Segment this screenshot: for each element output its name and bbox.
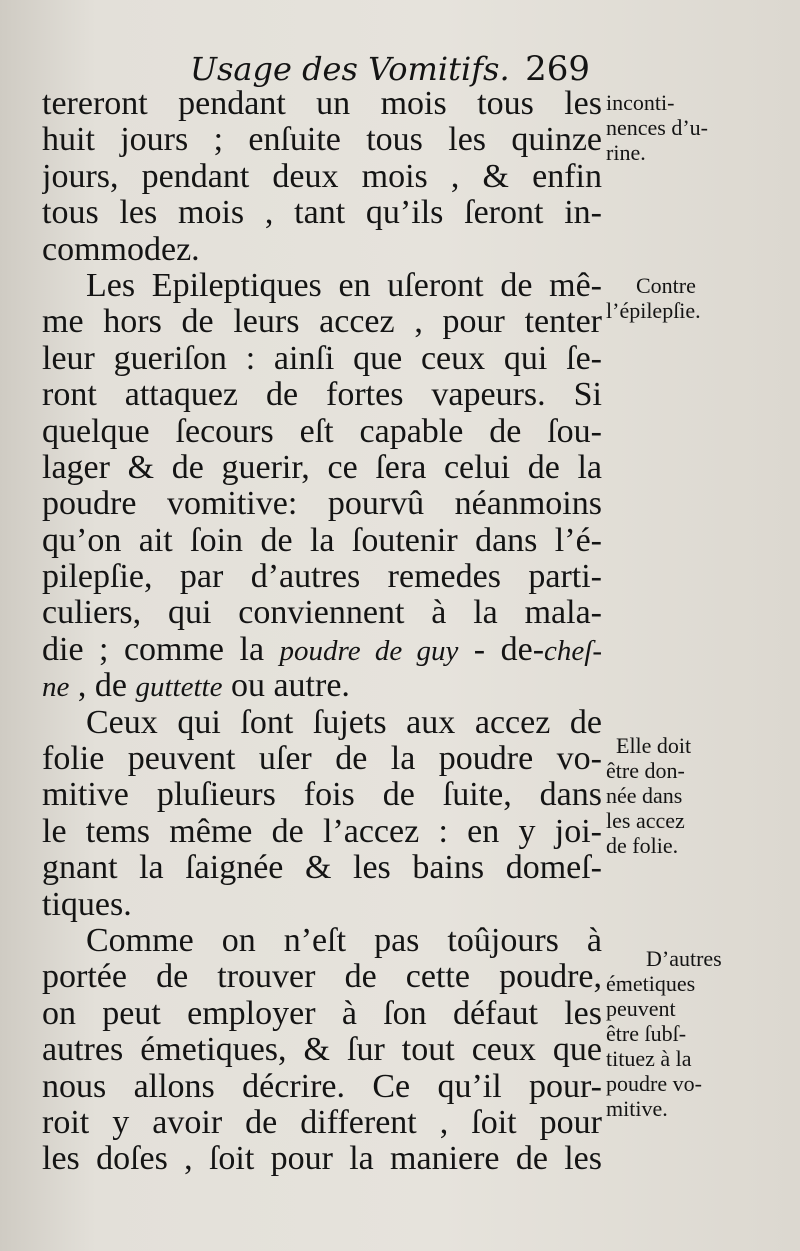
text-line: culiers, qui conviennent à la mala- [42,595,602,632]
text-line: les doſes , ſoit pour la maniere de les [42,1141,602,1178]
text-run: , de [69,668,136,705]
text-line: tiques. [42,886,132,923]
text-line: on peut employer à ſon défaut les [42,995,602,1032]
text-line: pilepſie, par d’autres remedes parti- [42,559,602,596]
italic-run: cheſ- [544,634,602,667]
text-line: autres émetiques, & ſur tout ceux que [42,1032,602,1069]
italic-run: guttette [135,671,223,704]
margin-note-line: être don- [606,758,685,783]
text-line: quelque ſecours eſt capable de ſou- [42,413,602,450]
text-line: nous allons décrire. Ce qu’il pour- [42,1068,602,1105]
text-line: le tems même de l’accez : en y joi- [42,813,602,850]
text-line: me hors de leurs accez , pour tenter [42,304,602,341]
text-run: - de- [458,631,545,668]
text-line: folie peuvent uſer de la poudre vo- [42,741,602,778]
margin-note-line: rine. [606,140,646,165]
margin-note-line: les accez [606,808,685,833]
margin-note-line: Contre [636,273,696,298]
margin-note-line: née dans [606,783,683,808]
text-run: die ; comme la [42,631,280,668]
text-line: portée de trouver de cette poudre, [42,959,602,996]
margin-note-line: être ſubſ- [606,1021,687,1046]
text-line [42,668,602,704]
text-line: Les Epileptiques en uſeront de mê- [86,267,602,304]
text-line: mitive pluſieurs fois de ſuite, dans [42,777,602,814]
margin-note [606,946,796,1121]
margin-note-line: de folie. [606,833,679,858]
text-line: tous les mois , tant qu’ils ſeront in- [42,195,602,232]
margin-note-line: peuvent [606,996,676,1021]
text-line: poudre vomitive: pourvû néanmoins [42,486,602,523]
margin-note-line: Elle doit [616,733,692,758]
text-line: Comme on n’eſt pas toûjours à [86,922,602,959]
text-line [42,632,602,668]
text-line: gnant la ſaignée & les bains domeſ- [42,850,602,887]
margin-note [606,90,796,165]
running-title: Usage des Vomitifs. [190,50,510,88]
text-line: roit y avoir de different , ſoit pour [42,1104,602,1141]
margin-note-line: émetiques [606,971,696,996]
margin-note-line: l’épilepſie. [606,298,701,323]
margin-note-line: poudre vo- [606,1071,702,1096]
page-number: 269 [525,49,590,89]
margin-note [606,273,800,323]
italic-run: poudre de guy [279,634,459,667]
text-line: lager & de guerir, ce ſera celui de la [42,449,602,486]
margin-note-line: D’autres [646,946,722,971]
text-line: ront attaquez de fortes vapeurs. Si [42,377,602,414]
margin-note [606,733,800,858]
margin-note-line: inconti- [606,90,675,115]
text-line: jours, pendant deux mois , & enfin [42,158,602,195]
text-run: ou autre. [222,668,350,705]
text-line: huit jours ; enſuite tous les quinze [42,122,602,159]
text-line: Ceux qui ſont ſujets aux accez de [86,704,602,741]
text-line: commodez. [42,231,200,268]
margin-note-line: tituez à la [606,1046,692,1071]
italic-run: ne [42,671,70,704]
main-text [42,86,602,1178]
text-line: leur gueriſon : ainſi que ceux qui ſe- [42,340,602,377]
margin-note-line: nences d’u- [606,115,709,140]
margin-note-line: mitive. [606,1096,668,1121]
text-line: qu’on ait ſoin de la ſoutenir dans l’é- [42,522,602,559]
text-line: tereront pendant un mois tous les [42,86,602,122]
